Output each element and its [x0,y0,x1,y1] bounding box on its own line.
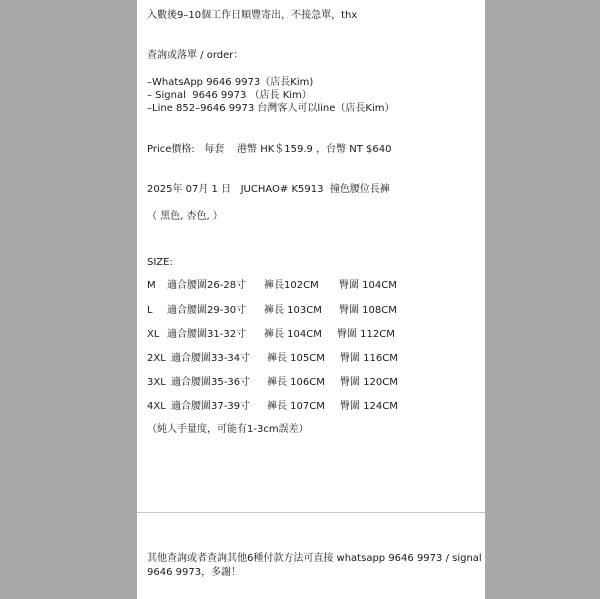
size-waist: 適合腰圍33-34寸 [171,353,251,364]
size-label: 3XL [147,377,166,388]
size-waist: 適合腰圍31-32寸 [167,329,247,340]
size-waist: 適合腰圍35-36寸 [171,377,251,388]
contact-whatsapp: –WhatsApp 9646 9973（店長Kim) [147,77,314,88]
product-title: 2025年 07月 1 日 JUCHAO# K5913 撞色腰位長褲 [147,184,390,195]
size-hip: 臀圍 120CM [340,377,398,388]
size-length: 褲長 105CM [267,353,325,364]
contact-line: –Line 852–9646 9973 台灣客人可以line（店長Kim） [147,103,395,114]
size-waist: 適合腰圍29-30寸 [167,305,247,316]
price-line: Price價格: 每套 港幣 HK＄159.9 ，台幣 NT $640 [147,144,392,155]
measurement-note: （純人手量度，可能有1-3cm誤差） [147,424,309,435]
footer-line-2: 9646 9973，多謝！ [147,567,242,578]
size-heading: SIZE: [147,257,173,268]
product-colors: （ 黑色, 杏色, ） [147,211,223,222]
size-length: 褲長 104CM [264,329,322,340]
size-hip: 臀圍 104CM [339,280,397,291]
contact-heading: 查詢或落單 / order： [147,50,244,61]
size-hip: 臀圍 112CM [337,329,395,340]
size-length: 褲長 107CM [267,401,325,412]
size-length: 褲長 106CM [267,377,325,388]
size-waist: 適合腰圍37-39寸 [171,401,251,412]
size-label: M [147,280,156,291]
size-label: XL [147,329,160,340]
contact-signal: – Signal 9646 9973 （店長 Kim） [147,90,312,101]
shipping-notice: 入數後9–10個工作日順豐寄出，不接急單，thx [147,10,358,21]
size-label: 2XL [147,353,166,364]
size-label: 4XL [147,401,166,412]
size-hip: 臀圍 124CM [340,401,398,412]
size-length: 褲長 103CM [264,305,322,316]
size-hip: 臀圍 116CM [340,353,398,364]
size-length: 褲長102CM [264,280,319,291]
size-row-4xl [147,401,477,473]
divider [137,512,485,513]
size-label: L [147,305,153,316]
size-waist: 適合腰圍26-28寸 [167,280,247,291]
footer-line-1: 其他查詢或者查詢其他6種付款方法可直接 whatsapp 9646 9973 / signal [147,553,482,564]
document-page [137,0,485,599]
size-hip: 臀圍 108CM [339,305,397,316]
